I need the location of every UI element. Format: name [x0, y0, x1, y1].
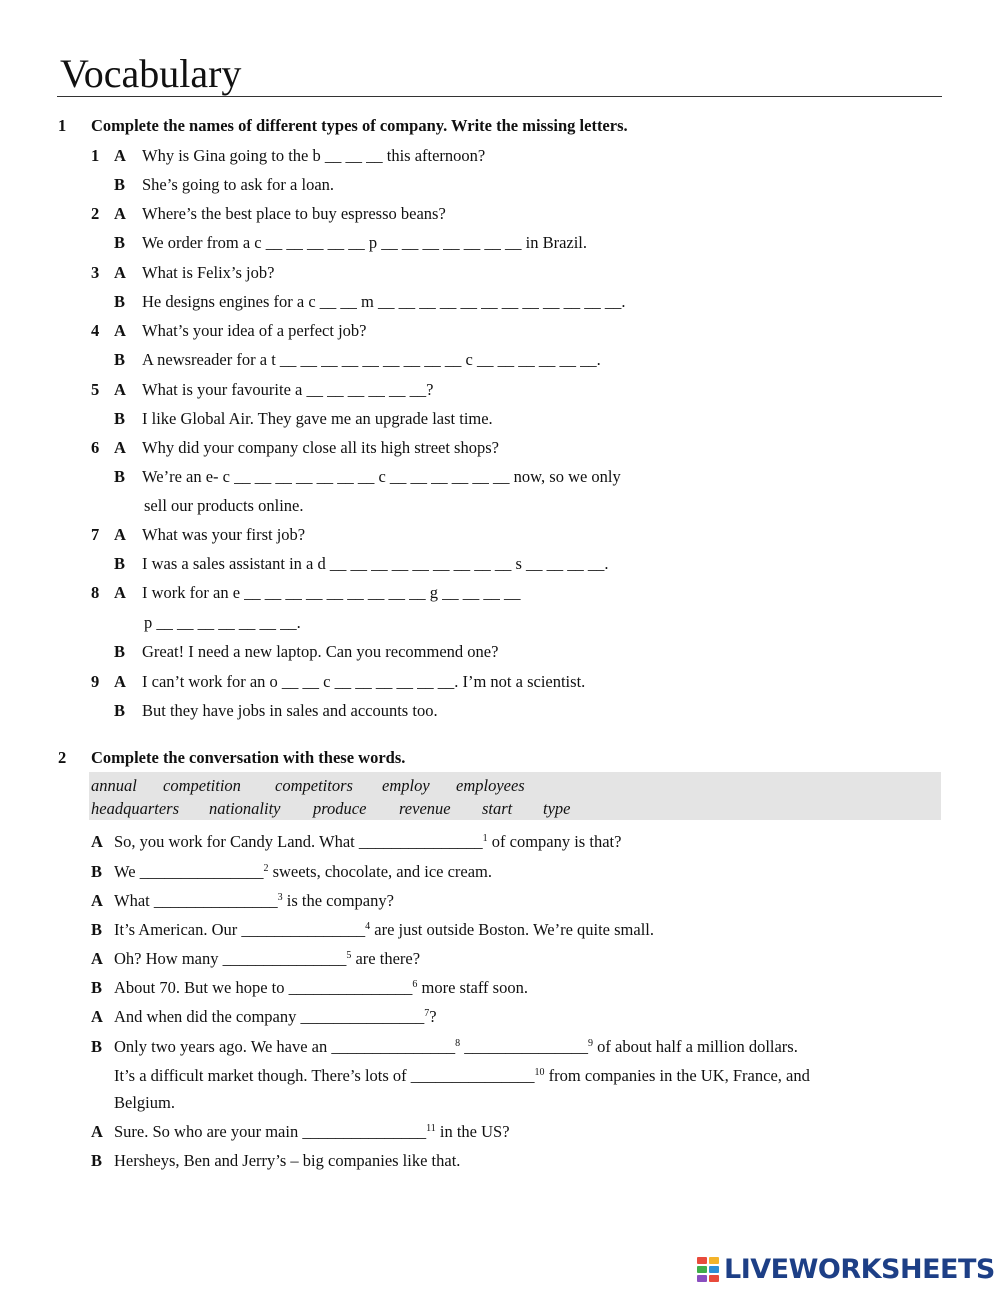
blank-number: 11: [426, 1123, 436, 1134]
text-segment: Sure. So who are your main: [114, 1122, 303, 1141]
line-text: What was your first job?: [142, 525, 306, 544]
logo-text: LIVEWORKSHEETS: [724, 1254, 995, 1285]
blank-number: 6: [412, 979, 418, 990]
blank-number: 10: [534, 1067, 545, 1078]
question-number: 5: [91, 380, 100, 399]
exercise-line: [0, 495, 1000, 517]
word-bank-item: competition: [163, 776, 241, 795]
line-text: [114, 1150, 460, 1172]
speaker-label: B: [114, 701, 126, 720]
conversation-line: [0, 919, 1000, 941]
text-segment: of about half a million dollars.: [593, 1037, 798, 1056]
text-segment: ?: [429, 1007, 437, 1026]
speaker-label: B: [114, 642, 126, 661]
text-segment: are just outside Boston. We’re quite small.: [370, 920, 655, 939]
section-2-heading: [0, 747, 1000, 769]
speaker-label: B: [114, 175, 126, 194]
word-bank-item: start: [482, 799, 513, 818]
word-bank-item: revenue: [399, 799, 451, 818]
speaker-label: A: [91, 891, 103, 910]
conversation-line: [0, 861, 1000, 883]
word-bank-item: employ: [382, 776, 430, 795]
line-text: Great! I need a new laptop. Can you recommend one?: [142, 642, 499, 661]
exercise-line: [0, 232, 1000, 254]
line-text: What is your favourite a __ __ __ __ __ __?: [142, 380, 434, 399]
speaker-label: A: [114, 263, 126, 282]
line-text: [114, 948, 420, 970]
line-text: But they have jobs in sales and accounts too.: [142, 701, 438, 720]
answer-blank: _______________: [153, 891, 278, 910]
line-text: [114, 919, 654, 941]
blank-number: 7: [424, 1008, 430, 1019]
speaker-label: B: [114, 233, 126, 252]
line-text: We order from a c __ __ __ __ __ p __ __ __ __ __ __ __ in Brazil.: [142, 233, 588, 252]
line-text: She’s going to ask for a loan.: [142, 175, 335, 194]
answer-blank: _______________: [139, 862, 264, 881]
speaker-label: A: [114, 525, 126, 544]
speaker-label: B: [91, 920, 103, 939]
section-1-heading: [0, 115, 1000, 137]
blank-number: 1: [482, 833, 488, 844]
text-segment: Oh? How many: [114, 949, 223, 968]
line-text: I can’t work for an o __ __ c __ __ __ __ __ __. I’m not a scientist.: [142, 672, 586, 691]
speaker-label: A: [114, 146, 126, 165]
exercise-line: [0, 203, 1000, 225]
word-bank-item: competitors: [275, 776, 353, 795]
blank-number: 2: [263, 863, 269, 874]
answer-blank: _______________: [241, 920, 366, 939]
answer-blank: _______________: [464, 1037, 589, 1056]
conversation-line: [0, 1006, 1000, 1028]
exercise-line: [0, 700, 1000, 722]
exercise-line: [0, 437, 1000, 459]
conversation-line: [0, 1121, 1000, 1143]
liveworksheets-logo: [697, 1254, 997, 1286]
line-text: [114, 1092, 175, 1114]
speaker-label: A: [91, 1122, 103, 1141]
speaker-label: B: [91, 1151, 103, 1170]
conversation-line: [0, 890, 1000, 912]
text-segment: And when did the company: [114, 1007, 301, 1026]
conversation-line: [0, 1150, 1000, 1172]
line-text: [114, 890, 394, 912]
answer-blank: _______________: [331, 1037, 456, 1056]
question-number: 2: [91, 204, 100, 223]
conversation-line: [0, 1092, 1000, 1114]
line-text: Where’s the best place to buy espresso beans?: [142, 204, 446, 223]
line-text: sell our products online.: [144, 496, 304, 515]
line-text: A newsreader for a t __ __ __ __ __ __ __ __ __ c __ __ __ __ __ __.: [142, 350, 601, 369]
section-number: 2: [58, 748, 67, 767]
speaker-label: A: [91, 949, 103, 968]
line-text: [114, 831, 621, 853]
answer-blank: _______________: [302, 1122, 427, 1141]
line-text: [114, 1006, 437, 1028]
text-segment: more staff soon.: [417, 978, 528, 997]
line-text: [114, 861, 492, 883]
text-segment: So, you work for Candy Land. What: [114, 832, 359, 851]
exercise-line: [0, 349, 1000, 371]
question-number: 8: [91, 583, 100, 602]
speaker-label: A: [91, 832, 103, 851]
line-text: [114, 977, 528, 999]
speaker-label: B: [114, 409, 126, 428]
exercise-line: [0, 582, 1000, 604]
answer-blank: _______________: [300, 1007, 425, 1026]
section-instruction: Complete the conversation with these words.: [91, 748, 406, 767]
exercise-line: [0, 671, 1000, 693]
question-number: 6: [91, 438, 100, 457]
text-segment: Only two years ago. We have an: [114, 1037, 332, 1056]
line-text: He designs engines for a c __ __ m __ __ __ __ __ __ __ __ __ __ __ __.: [142, 292, 626, 311]
exercise-line: [0, 291, 1000, 313]
speaker-label: B: [91, 1037, 103, 1056]
text-segment: Hersheys, Ben and Jerry’s – big companies like that.: [114, 1151, 461, 1170]
conversation-line: [0, 831, 1000, 853]
text-segment: It’s a difficult market though. There’s lots of: [114, 1066, 411, 1085]
text-segment: sweets, chocolate, and ice cream.: [268, 862, 493, 881]
exercise-line: [0, 145, 1000, 167]
answer-blank: _______________: [222, 949, 347, 968]
line-text: I like Global Air. They gave me an upgrade last time.: [142, 409, 493, 428]
speaker-label: A: [91, 1007, 103, 1026]
question-number: 4: [91, 321, 100, 340]
line-text: What’s your idea of a perfect job?: [142, 321, 367, 340]
speaker-label: A: [114, 438, 126, 457]
text-segment: from companies in the UK, France, and: [544, 1066, 810, 1085]
blank-number: 4: [365, 921, 371, 932]
word-bank-item: headquarters: [91, 799, 179, 818]
text-segment: It’s American. Our: [114, 920, 242, 939]
speaker-label: B: [114, 350, 126, 369]
question-number: 1: [91, 146, 100, 165]
title-divider: [57, 96, 942, 97]
exercise-line: [0, 320, 1000, 342]
line-text: [114, 1065, 810, 1087]
blank-number: 8: [455, 1038, 461, 1049]
text-segment: of company is that?: [487, 832, 622, 851]
blank-number: 5: [346, 950, 352, 961]
blank-number: 3: [277, 892, 283, 903]
speaker-label: A: [114, 380, 126, 399]
text-segment: We: [114, 862, 140, 881]
answer-blank: _______________: [358, 832, 483, 851]
line-text: What is Felix’s job?: [142, 263, 275, 282]
exercise-line: [0, 553, 1000, 575]
question-number: 7: [91, 525, 100, 544]
exercise-line: [0, 641, 1000, 663]
line-text: Why did your company close all its high street shops?: [142, 438, 499, 457]
text-segment: are there?: [351, 949, 421, 968]
conversation-line: [0, 977, 1000, 999]
speaker-label: A: [114, 583, 126, 602]
speaker-label: B: [114, 467, 126, 486]
line-text: [114, 1121, 510, 1143]
speaker-label: B: [91, 978, 103, 997]
conversation-line: [0, 1036, 1000, 1058]
text-segment: About 70. But we hope to: [114, 978, 289, 997]
question-number: 3: [91, 263, 100, 282]
word-bank-item: annual: [91, 776, 137, 795]
text-segment: What: [114, 891, 154, 910]
section-instruction: Complete the names of different types of company. Write the missing letters.: [91, 116, 628, 135]
logo-blocks-icon: [697, 1257, 721, 1283]
speaker-label: A: [114, 321, 126, 340]
speaker-label: B: [114, 554, 126, 573]
exercise-line: [0, 612, 1000, 634]
text-segment: is the company?: [282, 891, 394, 910]
exercise-line: [0, 524, 1000, 546]
conversation-line: [0, 948, 1000, 970]
speaker-label: B: [114, 292, 126, 311]
text-segment: Belgium.: [114, 1093, 175, 1112]
line-text: Why is Gina going to the b __ __ __ this afternoon?: [142, 146, 486, 165]
word-bank-item: employees: [456, 776, 525, 795]
word-bank-item: nationality: [209, 799, 281, 818]
page-title: Vocabulary: [60, 51, 242, 96]
speaker-label: B: [91, 862, 103, 881]
speaker-label: A: [114, 204, 126, 223]
exercise-line: [0, 379, 1000, 401]
question-number: 9: [91, 672, 100, 691]
exercise-line: [0, 408, 1000, 430]
text-segment: in the US?: [435, 1122, 510, 1141]
blank-number: 9: [588, 1038, 594, 1049]
line-text: [114, 1036, 798, 1058]
conversation-line: [0, 1065, 1000, 1087]
word-bank-item: type: [543, 799, 571, 818]
word-bank-item: produce: [313, 799, 367, 818]
exercise-line: [0, 466, 1000, 488]
line-text: I work for an e __ __ __ __ __ __ __ __ __ g __ __ __ __: [142, 583, 521, 602]
line-text: p __ __ __ __ __ __ __.: [144, 613, 301, 632]
exercise-line: [0, 174, 1000, 196]
line-text: I was a sales assistant in a d __ __ __ __ __ __ __ __ __ s __ __ __ __.: [142, 554, 609, 573]
speaker-label: A: [114, 672, 126, 691]
answer-blank: _______________: [288, 978, 413, 997]
exercise-line: [0, 262, 1000, 284]
section-number: 1: [58, 116, 67, 135]
line-text: We’re an e- c __ __ __ __ __ __ __ c __ __ __ __ __ __ now, so we only: [142, 467, 621, 486]
answer-blank: _______________: [410, 1066, 535, 1085]
